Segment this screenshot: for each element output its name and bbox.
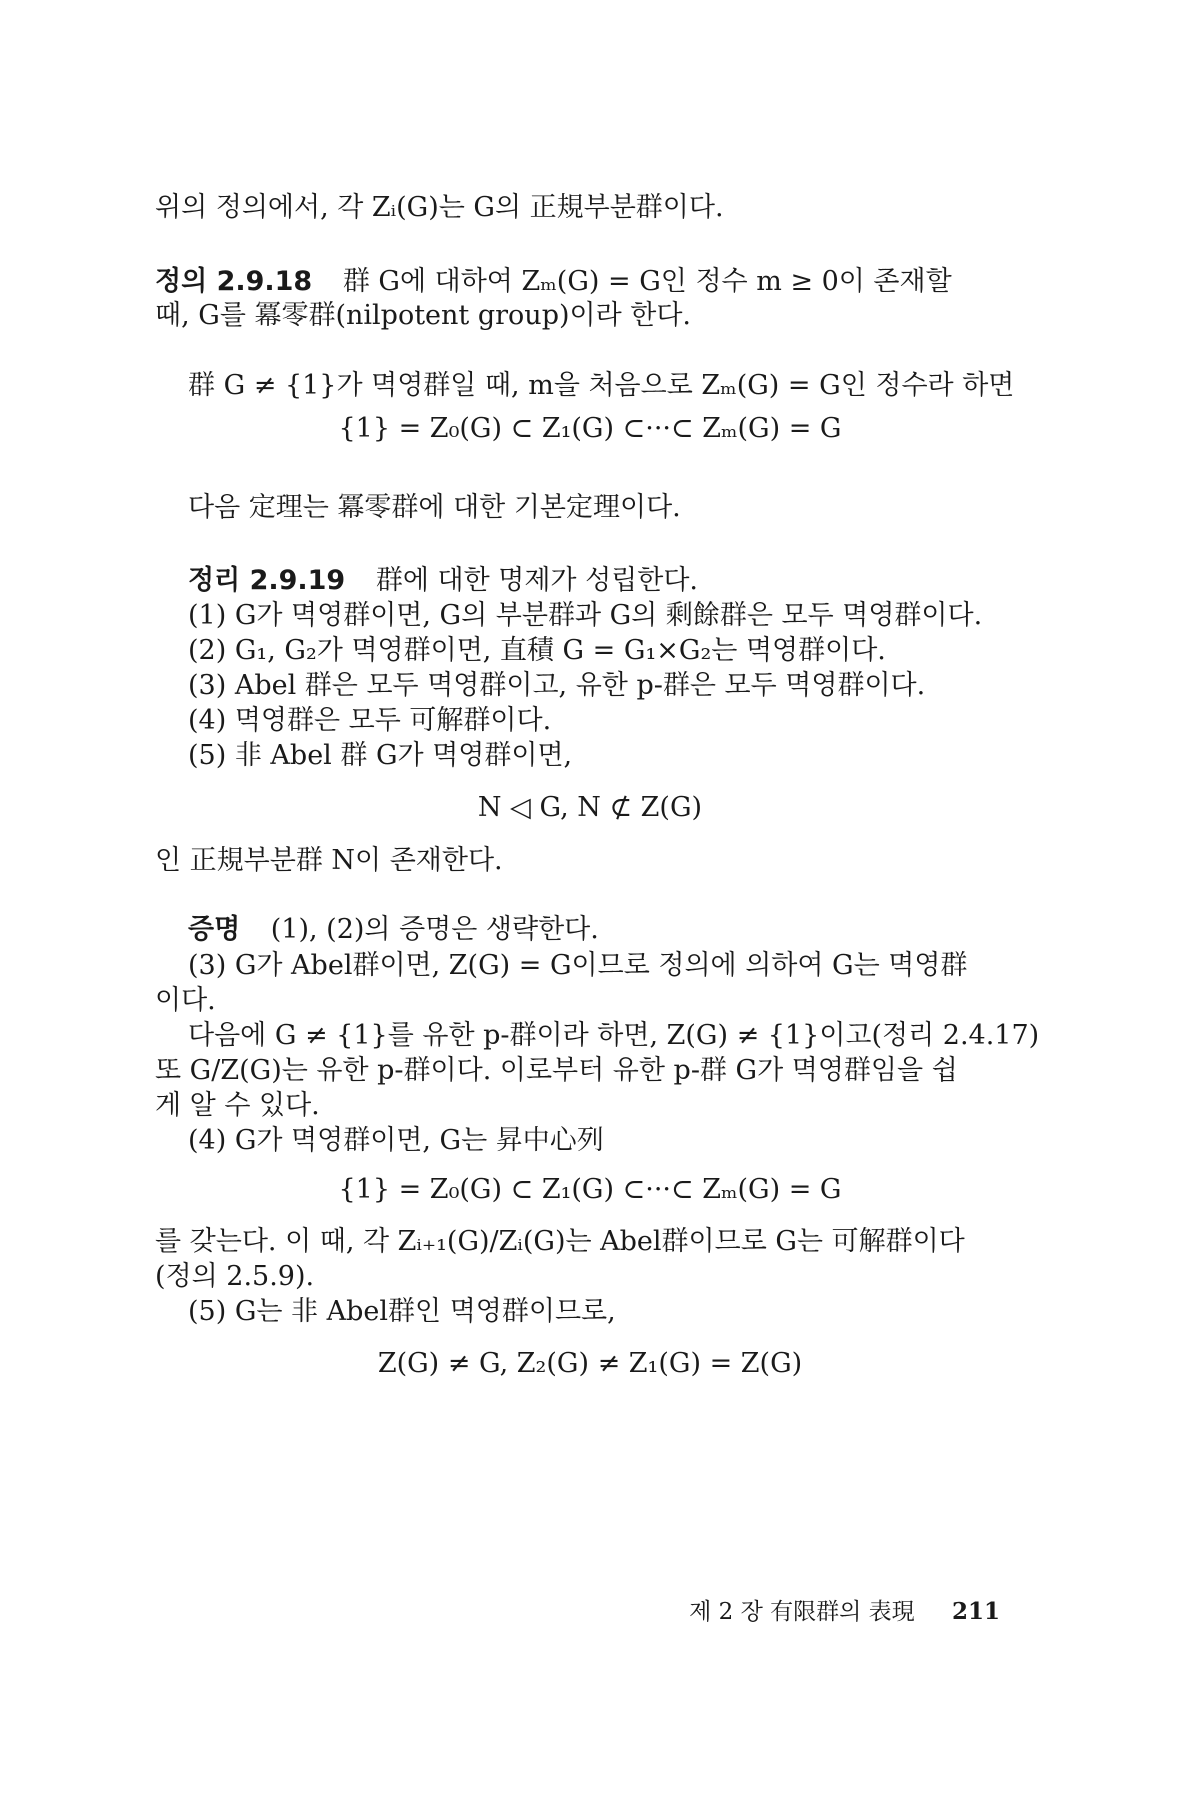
proof-line (188, 912, 1058, 948)
formula: {1} = Z₀(G) ⊂ Z₁(G) ⊂···⊂ Zₘ(G) = G (338, 1174, 842, 1205)
theorem-text: 群에 대한 명제가 성립한다. (375, 565, 698, 596)
proof-text: (1), (2)의 증명은 생략한다. (270, 914, 599, 945)
theorem-item: (4) 멱영群은 모두 可解群이다. (188, 705, 552, 736)
text-line: 다음에 G ≠ {1}를 유한 p-群이라 하면, Z(G) ≠ {1}이고(정리 2.4.17) (188, 1020, 1040, 1051)
formula: Z(G) ≠ G, Z₂(G) ≠ Z₁(G) = Z(G) (377, 1348, 803, 1379)
formula: N ◁ G, N ⊄ Z(G) (477, 792, 703, 823)
text-line: 다음 定理는 冪零群에 대한 기본定理이다. (188, 492, 681, 523)
chapter-title: 제 2 장 有限群의 表現 (689, 1599, 915, 1625)
definition-text: 群 G에 대하여 Zₘ(G) = G인 정수 m ≥ 0이 존재할 (342, 266, 952, 297)
theorem-item: (3) Abel 群은 모두 멱영群이고, 유한 p-群은 모두 멱영群이다. (188, 670, 926, 701)
text-line: 때, G를 冪零群(nilpotent group)이라 한다. (155, 300, 692, 331)
theorem-item: (5) 非 Abel 群 G가 멱영群이면, (188, 740, 573, 771)
definition-heading: 정의 2.9.18 (155, 266, 313, 297)
proof-heading: 증명 (188, 914, 241, 945)
page-footer (689, 1597, 1000, 1627)
text-line: 게 알 수 있다. (155, 1090, 320, 1121)
text-line: (3) G가 Abel群이면, Z(G) = G이므로 정의에 의하여 G는 멱영群 (188, 950, 968, 981)
definition-line (155, 264, 1025, 300)
theorem-item: (2) G₁, G₂가 멱영群이면, 直積 G = G₁×G₂는 멱영群이다. (188, 635, 886, 666)
text-line: (5) G는 非 Abel群인 멱영群이므로, (188, 1296, 616, 1327)
text-line: (정의 2.5.9). (155, 1261, 315, 1292)
text-line: 群 G ≠ {1}가 멱영群일 때, m을 처음으로 Zₘ(G) = G인 정수라 하면 (188, 370, 1015, 401)
text-line: 또 G/Z(G)는 유한 p-群이다. 이로부터 유한 p-群 G가 멱영群임을 쉽 (155, 1055, 958, 1086)
text-line: 위의 정의에서, 각 Zᵢ(G)는 G의 正規부분群이다. (155, 192, 724, 223)
theorem-item: (1) G가 멱영群이면, G의 부분群과 G의 剩餘群은 모두 멱영群이다. (188, 600, 983, 631)
formula: {1} = Z₀(G) ⊂ Z₁(G) ⊂···⊂ Zₘ(G) = G (338, 413, 842, 444)
page-number: 211 (951, 1598, 1000, 1625)
theorem-heading: 정리 2.9.19 (188, 565, 346, 596)
text-line: 이다. (155, 985, 216, 1016)
text-line: (4) G가 멱영群이면, G는 昇中心列 (188, 1125, 604, 1156)
text-line: 인 正規부분群 N이 존재한다. (155, 845, 503, 876)
text-line: 를 갖는다. 이 때, 각 Zᵢ₊₁(G)/Zᵢ(G)는 Abel群이므로 G는 可解群이다 (155, 1226, 965, 1257)
theorem-line (188, 563, 1058, 599)
